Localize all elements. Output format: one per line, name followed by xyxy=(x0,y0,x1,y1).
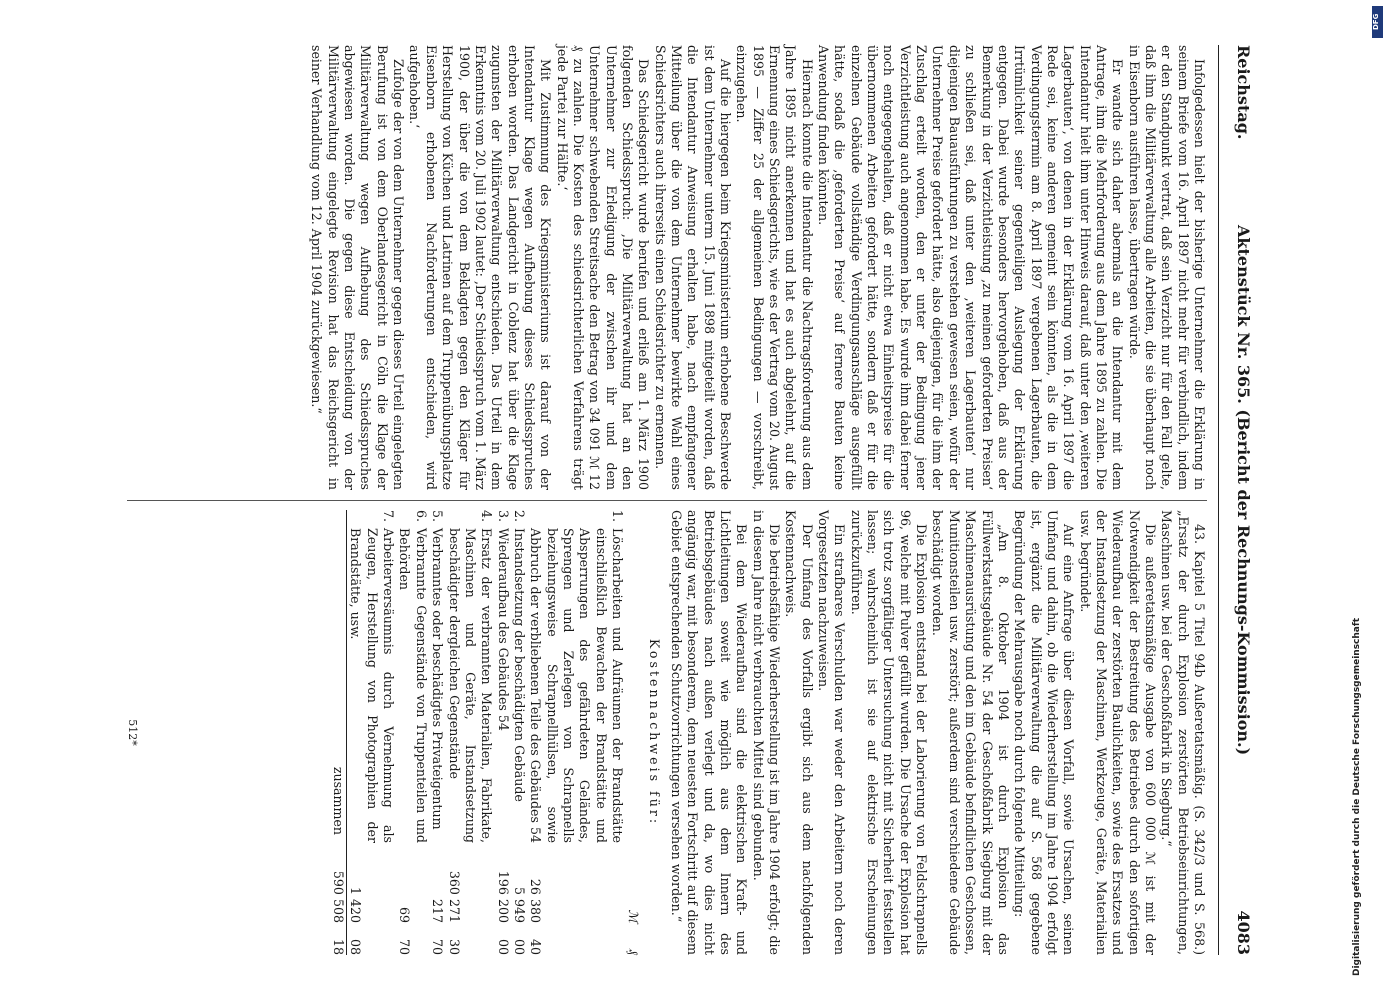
cost-pf: 70 xyxy=(430,938,446,955)
cost-pf: 40 xyxy=(528,938,544,955)
paragraph: Der Umfang des Vorfalls ergibt sich aus dem nachfolgenden Kostennachweis. xyxy=(783,510,815,955)
cost-num: 5. xyxy=(430,510,446,523)
cost-mark: 217 xyxy=(430,898,446,923)
cost-num: 6. xyxy=(413,510,429,523)
cost-unit-row xyxy=(625,510,641,955)
paragraph: Das Schiedsgericht wurde berufen und erließ am 1. März 1900 folgenden Schiedsspruch: ‚Die Militärverwaltung hat an den Unternehmer zur Erledigung der zwischen ihr und dem Unternehmer schwebenden Streitsache den Betrag von 34 091 ℳ 12 ₰ zu zahlen. Die Kosten des schiedsrichterlichen Verfahrens trägt jede Partei zur Hälfte.‘ xyxy=(554,45,652,490)
header-title: Aktenstück Nr. 365. (Bericht der Rechnungs-Kommission.) xyxy=(1234,225,1253,756)
paragraph: Auf eine Anfrage über diesen Vorfall, sowie Ursachen, seinen Umfang und dahin, ob die Wiederherstellung im Jahre 1904 erfolgt ist, ergänzt die Militärverwaltung die auf S. 568 gegebene Begründung der Mehrausgabe noch durch folgende Mitteilung: xyxy=(1012,510,1077,955)
page-number: 4083 xyxy=(1234,910,1253,955)
page-header xyxy=(1218,45,1255,955)
paragraph: Bei dem Wiederaufbau sind die elektrischen Kraft- und Lichtleitungen soweit wie möglich aus dem Innern des Betriebsgebäudes nach außen verlegt und da, wo dies nicht angängig war, mit besonderem, dem neuesten Fortschritt auf diesem Gebiet entsprechenden Schutzvorrichtungen versehen worden.“ xyxy=(669,510,750,955)
cost-pf: 08 xyxy=(348,938,364,955)
column-divider xyxy=(127,500,1207,501)
cost-num: 7. xyxy=(381,510,397,523)
cost-row xyxy=(527,510,625,955)
dfg-logo: DFG xyxy=(1372,6,1383,38)
cost-text: Verbranntes oder beschädigtes Privateigentum xyxy=(430,528,446,830)
header-left: Reichstag. xyxy=(1234,45,1253,140)
cost-pf: 70 xyxy=(397,938,413,955)
rotated-document-page xyxy=(65,45,1255,955)
cost-row xyxy=(494,510,510,955)
paragraph: Zufolge der von dem Unternehmer gegen dieses Urteil eingelegten Berufung ist von dem Oberlandesgericht in Cöln die Klage der Militärverwaltung wegen Aufhebung des Schiedsspruches abgewiesen worden. Die gegen diese Entscheidung von der Militärverwaltung eingelegte Revision hat das Reichsgericht in seiner Verhandlung vom 12. April 1904 zurückgewiesen.“ xyxy=(309,45,407,490)
paragraph: Infolgedessen hielt der bisherige Unternehmer die Erklärung in seinem Briefe vom 16. April 1897 nicht mehr für verbindlich, indem er den Standpunkt vertrat, daß sein Verzicht nur für den Fall gelte, daß ihm die Militärverwaltung alle Arbeiten, die sie überhaupt noch in Eisenborn ausführen lasse, übertragen würde. xyxy=(1126,45,1207,490)
cost-num: 1. xyxy=(609,510,625,523)
item-heading: 43. Kapitel 5 Titel 94b Außeretatsmäßig. (S. 342/3 und S. 568.) „Ersatz der durch Explosion zerstörten Betriebseinrichtungen, Maschinen usw. bei der Geschoßfabrik in Siegburg.“ xyxy=(1159,510,1207,955)
paragraph: „Am 8. Oktober 1904 ist durch Explosion das Füllwerkstattsgebäude Nr. 54 der Geschoßfabrik Siegburg mit der Maschinenausrüstung und den im Gebäude befindlichen Geschossen, Munitionsteilen usw. zerstört; außerdem sind verschiedene Gebäude beschädigt worden. xyxy=(930,510,1011,955)
cost-pf: 00 xyxy=(511,938,527,955)
cost-num: 3. xyxy=(495,510,511,523)
cost-row xyxy=(511,510,527,955)
cost-text: Wiederaufbau des Gebäudes 54 xyxy=(495,528,511,731)
cost-text: Verbrannte Gegenstände von Truppenteilen und Behörden xyxy=(397,528,429,843)
unit-pfennig: ₰ xyxy=(626,948,642,955)
right-column xyxy=(330,510,1207,955)
cost-mark: 5 949 xyxy=(511,886,527,923)
footnote-signature: 512* xyxy=(126,719,139,746)
cost-mark: 1 420 xyxy=(348,886,364,923)
cost-total-row xyxy=(330,510,347,955)
total-mark: 590 508 xyxy=(330,843,347,929)
cost-row xyxy=(429,510,445,955)
cost-text: Instandsetzung der beschädigten Gebäude xyxy=(511,528,527,802)
unit-mark: ℳ xyxy=(626,909,642,923)
total-pf: 18 xyxy=(330,929,347,955)
cost-text: Löscharbeiten und Aufräumen der Brandstätte einschließlich Bewachen der Brandstätte und Absperrungen des gefährdeten Geländes, Sprengen und Zerlegen von Schrapnells beziehungsweise Schrapnellhülsen, sowie Abbruch der verbliebenen Teile des Gebäudes 54 xyxy=(528,528,625,843)
cost-num: 2. xyxy=(511,510,527,523)
cost-row xyxy=(396,510,429,955)
paragraph: Ein strafbares Verschulden war weder den Arbeitern noch deren Vorgesetzten nachzuweisen. xyxy=(816,510,848,955)
cost-text: Arbeiterversäumnis durch Vernehmung als Zeugen, Herstellung von Photographien der Brandstätte, usw. xyxy=(348,528,397,843)
cost-mark: 26 380 xyxy=(528,878,544,923)
total-label: zusammen xyxy=(330,528,347,843)
left-column xyxy=(308,45,1207,490)
paragraph: Auf die hiergegen beim Kriegsministerium erhobene Beschwerde ist dem Unternehmer unterm 15. Juni 1898 mitgeteilt worden, daß die Intendantur Anweisung erhalten habe, nach empfangener Mitteilung über die von dem Unternehmer bewirkte Wahl eines Schiedsrichters auch ihrerseits einen Schiedsrichter zu ernennen. xyxy=(652,45,734,490)
cost-pf: 00 xyxy=(495,938,511,955)
cost-mark: 196 200 xyxy=(495,870,511,923)
cost-table xyxy=(330,510,642,955)
cost-row xyxy=(347,510,397,955)
paragraph: Hiernach konnte die Intendantur die Nachtragsforderung aus dem Jahre 1895 nicht anerkennen und hat es auch abgelehnt, auf die Ernennung eines Schiedsgerichts, wie es der Vertrag vom 20. August 1895 — Ziffer 25 der allgemeinen Bedingungen — vorschreibt, einzugehen. xyxy=(734,45,815,490)
cost-mark: 360 271 xyxy=(446,870,462,923)
cost-heading: Kostennachweis für: xyxy=(646,638,662,827)
paragraph: Die betriebsfähige Wiederherstellung ist im Jahre 1904 erfolgt; die in diesem Jahre nicht verbrauchten Mittel sind gebunden. xyxy=(750,510,783,955)
cost-mark: 69 xyxy=(397,906,413,923)
cost-num: 4. xyxy=(479,510,495,523)
cost-text: Ersatz der verbrannten Materialien, Fabrikate, Maschinen und Geräte, Instandsetzung beschädigter dergleichen Gegenstände xyxy=(446,528,495,843)
paragraph: Die außeretatsmäßige Ausgabe von 600 000 ℳ ist mit der Notwendigkeit der Bestreitung des Betriebes durch den sofortigen Wiederaufbau der zerstörten Baulichkeiten, sowie des Ersatzes und der Instandsetzung der Maschinen, Werkzeuge, Geräte, Materialien usw. begründet. xyxy=(1077,510,1158,955)
digitization-credit: Digitalisierung gefördert durch die Deutsche Forschungsgemeinschaft xyxy=(1352,617,1362,976)
paragraph: Er wandte sich daher abermals an die Intendantur mit dem Antrage, ihm die Mehrforderung aus dem Jahre 1895 zu zahlen. Die Intendantur hielt ihm unter Hinweis darauf, daß unter den ‚weiteren Lagerbauten‘, von denen in der Erklärung vom 16. April 1897 die Rede sei, keine anderen gemeint sein könnten, als die in dem Verdingungstermin am 8. April 1897 vergebenen Lagerbauten, die Irrtümlichkeit seiner gegenteiligen Auslegung der Erklärung entgegen. Dabei wurde besonders hervorgehoben, daß aus der Bemerkung in der Verzichtleistung ‚zu meinen geforderten Preisen‘ zu schließen sei, daß unter den ‚weiteren Lagerbauten‘ nur diejenigen Bauausführungen zu verstehen gewesen seien, wofür der Unternehmer Preise gefordert hätte, also diejenigen, für die ihm der Zuschlag erteilt worden, den er unter der Bedingung jener Verzichtleistung auch angenommen habe. Es wurde ihm dabei ferner noch entgegengehalten, daß er nicht etwa Einheitspreise für die übernommenen Arbeiten gefordert hätte, sondern daß er für die einzelnen Gebäude vollständige Verdingungsanschläge ausgefüllt hätte, sodaß die ‚geforderten Preise‘ auf fernere Bauten keine Anwendung finden könnten. xyxy=(816,45,1126,490)
paragraph: Die Explosion entstand bei der Laborierung von Feldschrapnells 96, welche mit Pulver gefüllt wurden. Die Ursache der Explosion hat sich trotz sorgfältiger Untersuchung nicht mit Sicherheit feststellen lassen; wahrscheinlich ist sie auf elektrische Erscheinungen zurückzuführen. xyxy=(848,510,930,955)
cost-pf: 30 xyxy=(446,938,462,955)
paragraph: Mit Zustimmung des Kriegsministeriums ist darauf von der Intendantur Klage wegen Aufhebung dieses Schiedsspruches erhoben worden. Das Landgericht in Coblenz hat über die Klage zugunsten der Militärverwaltung entschieden. Das Urteil in dem Erkenntnis vom 20. Juli 1902 lautet: ‚Der Schiedsspruch vom 1. März 1900, der über die von dem Beklagten gegen den Kläger für Herstellung von Küchen und Latrinen auf dem Truppenübungsplatze Eisenborn erhobenen Nachforderungen entschieden, wird aufgehoben.‘ xyxy=(407,45,554,490)
cost-row xyxy=(445,510,494,955)
